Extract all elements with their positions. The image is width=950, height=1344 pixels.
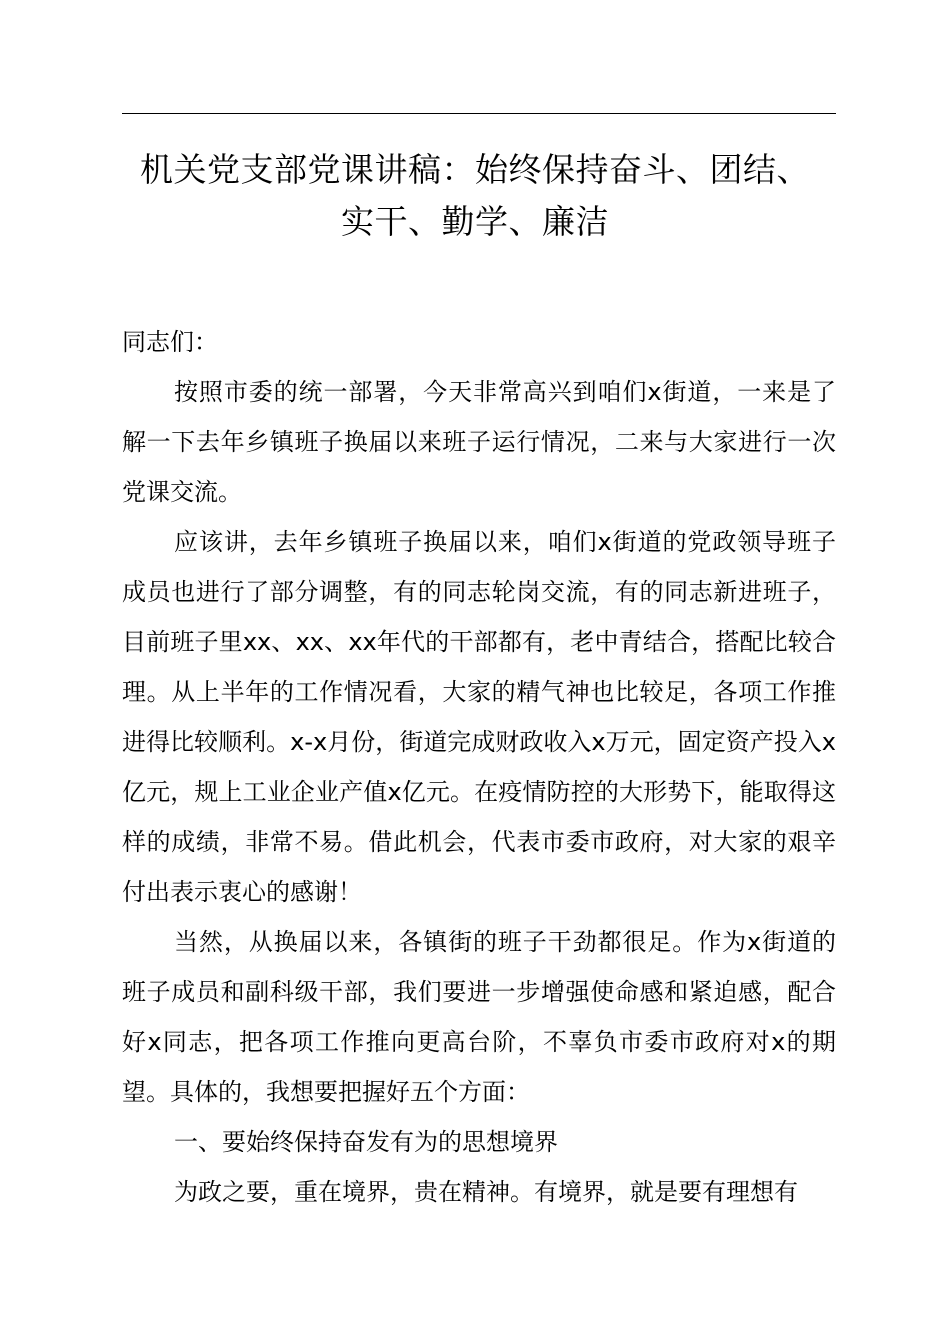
page-title [100,144,850,248]
paragraph: 为政之要，重在境界，贵在精神。有境界，就是要有理想有 [174,1178,798,1206]
salutation: 同志们： [122,328,218,356]
section-heading: 一、要始终保持奋发有为的思想境界 [174,1128,558,1156]
title-line-1: 机关党支部党课讲稿：始终保持奋斗、团结、 [140,150,810,189]
body-text [122,317,836,1217]
paragraph: 当然，从换届以来，各镇街的班子干劲都很足。作为x街道的班子成员和副科级干部，我们要进一步增强使命感和紧迫感，配合好x同志，把各项工作推向更高台阶，不辜负市委市政府对x的期望。具体的，我想要把握好五个方面： [122,928,836,1106]
header-rule [122,113,836,114]
paragraph: 按照市委的统一部署，今天非常高兴到咱们x街道，一来是了解一下去年乡镇班子换届以来班子运行情况，二来与大家进行一次党课交流。 [122,378,836,506]
title-line-2: 实干、勤学、廉洁 [341,202,609,241]
paragraph: 应该讲，去年乡镇班子换届以来，咱们x街道的党政领导班子成员也进行了部分调整，有的同志轮岗交流，有的同志新进班子，目前班子里xx、xx、xx年代的干部都有，老中青结合，搭配比较合理。从上半年的工作情况看，大家的精气神也比较足，各项工作推进得比较顺利。x-x月份，街道完成财政收入x万元，固定资产投入x亿元，规上工业企业产值x亿元。在疫情防控的大形势下，能取得这样的成绩，非常不易。借此机会，代表市委市政府，对大家的艰辛付出表示衷心的感谢！ [122,528,836,906]
